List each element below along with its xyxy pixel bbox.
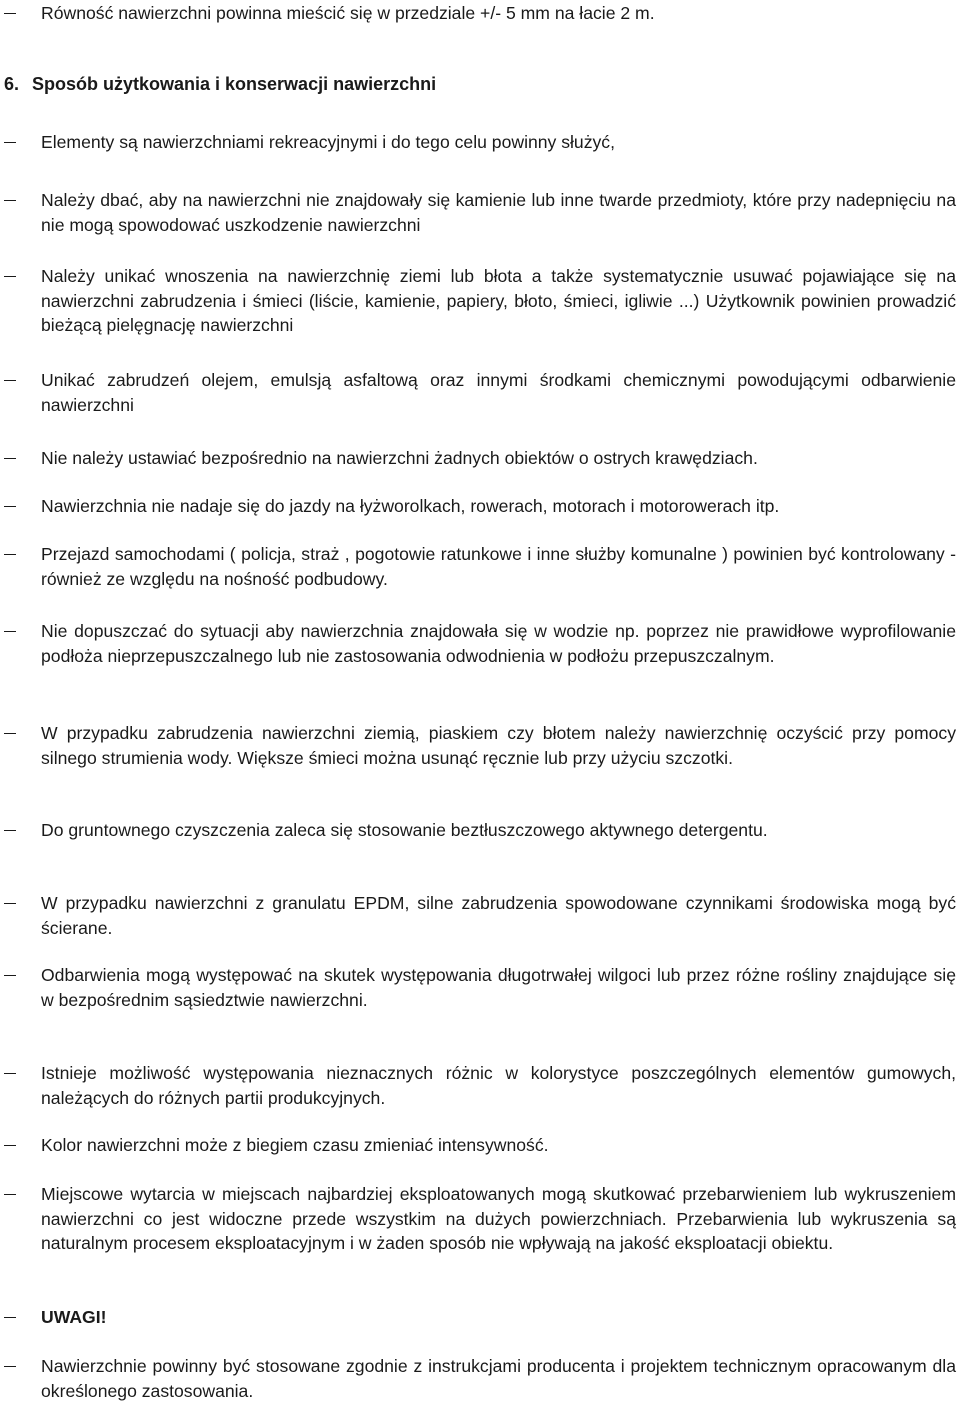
dash-bullet-icon	[4, 1366, 16, 1367]
list-item-text: Miejscowe wytarcia w miejscach najbardziej eksploatowanych mogą skutkować przebarwieniem lub wykruszeniem nawierzchni co jest widoczne przede wszystkim na dużych powierzchniach. Przebarwienia lub wykruszenia są naturalnym procesem eksploatacyjnym i w żaden sposób nie wpływają na jakość eksploatacji obiektu.	[41, 1184, 956, 1253]
list-item-text: W przypadku nawierzchni z granulatu EPDM, silne zabrudzenia spowodowane czynnikami środowiska mogą być ścierane.	[41, 893, 956, 938]
dash-bullet-icon	[4, 380, 16, 381]
dash-bullet-icon	[4, 458, 16, 459]
dash-bullet-icon	[4, 13, 16, 14]
dash-bullet-icon	[4, 830, 16, 831]
list-item-text: Równość nawierzchni powinna mieścić się w przedziale +/- 5 mm na łacie 2 m.	[41, 3, 655, 23]
warning-heading: UWAGI!	[41, 1307, 107, 1327]
dash-bullet-icon	[4, 554, 16, 555]
dash-bullet-icon	[4, 276, 16, 277]
list-item-text: Przejazd samochodami ( policja, straż , pogotowie ratunkowe i inne służby komunalne ) powinien być kontrolowany - również ze względu na nośność podbudowy.	[41, 544, 956, 589]
dash-bullet-icon	[4, 903, 16, 904]
section-title: Sposób użytkowania i konserwacji nawierzchni	[32, 74, 437, 94]
dash-bullet-icon	[4, 975, 16, 976]
list-item-text: Nawierzchnie powinny być stosowane zgodnie z instrukcjami producenta i projektem technicznym opracowanym dla określonego zastosowania.	[41, 1356, 956, 1401]
dash-bullet-icon	[4, 1073, 16, 1074]
dash-bullet-icon	[4, 1317, 16, 1318]
dash-bullet-icon	[4, 1194, 16, 1195]
dash-bullet-icon	[4, 506, 16, 507]
list-item-text: Należy dbać, aby na nawierzchni nie znajdowały się kamienie lub inne twarde przedmioty, które przy nadepnięciu na nie mogą spowodować uszkodzenie nawierzchni	[41, 190, 956, 235]
dash-bullet-icon	[4, 200, 16, 201]
list-item-text: Nawierzchnia nie nadaje się do jazdy na łyżworolkach, rowerach, motorach i motorowerach itp.	[41, 496, 780, 516]
list-item-text: Kolor nawierzchni może z biegiem czasu zmieniać intensywność.	[41, 1135, 549, 1155]
list-item-text: Nie dopuszczać do sytuacji aby nawierzchnia znajdowała się w wodzie np. poprzez nie prawidłowe wyprofilowanie podłoża nieprzepuszczalnego lub nie zastosowania odwodnienia w podłożu przepuszczalnym.	[41, 621, 956, 666]
dash-bullet-icon	[4, 631, 16, 632]
list-item-text: Istnieje możliwość występowania nieznacznych różnic w kolorystyce poszczególnych elementów gumowych, należących do różnych partii produkcyjnych.	[41, 1063, 956, 1108]
dash-bullet-icon	[4, 142, 16, 143]
list-item-text: Nie należy ustawiać bezpośrednio na nawierzchni żadnych obiektów o ostrych krawędziach.	[41, 448, 758, 468]
list-item-text: Do gruntownego czyszczenia zaleca się stosowanie beztłuszczowego aktywnego detergentu.	[41, 820, 768, 840]
list-item-text: Należy unikać wnoszenia na nawierzchnię ziemi lub błota a także systematycznie usuwać pojawiające się na nawierzchni zabrudzenia i śmieci (liście, kamienie, papiery, błoto, śmieci, igliwie ...) Użytkownik powinien prowadzić bieżącą pielęgnację nawierzchni	[41, 266, 956, 335]
list-item-text: Odbarwienia mogą występować na skutek występowania długotrwałej wilgoci lub przez różne rośliny znajdujące się w bezpośrednim sąsiedztwie nawierzchni.	[41, 965, 956, 1010]
section-heading	[4, 72, 436, 96]
list-item-text: Unikać zabrudzeń olejem, emulsją asfaltową oraz innymi środkami chemicznymi powodującymi odbarwienie nawierzchni	[41, 370, 956, 415]
dash-bullet-icon	[4, 1145, 16, 1146]
dash-bullet-icon	[4, 733, 16, 734]
list-item-text: Elementy są nawierzchniami rekreacyjnymi i do tego celu powinny służyć,	[41, 132, 615, 152]
list-item-text: W przypadku zabrudzenia nawierzchni ziemią, piaskiem czy błotem należy nawierzchnię oczyścić przy pomocy silnego strumienia wody. Większe śmieci można usunąć ręcznie lub przy użyciu szczotki.	[41, 723, 956, 768]
section-number: 6.	[4, 74, 20, 94]
